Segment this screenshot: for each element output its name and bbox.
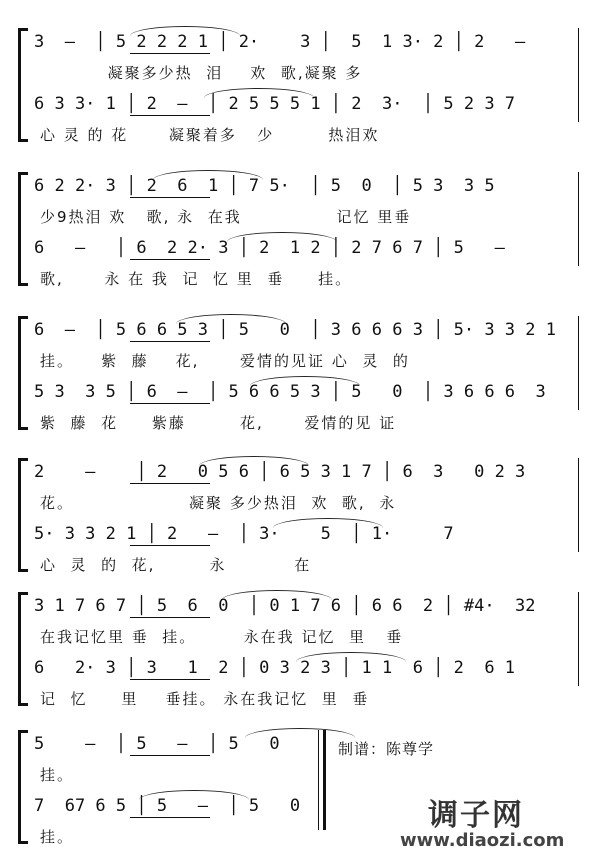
slur-arc: [204, 88, 314, 98]
score-system: [0, 458, 595, 582]
system-brace-hook: [18, 592, 28, 595]
system-end-barline: [578, 592, 579, 686]
site-logo-name: 调子网: [428, 798, 524, 833]
beam-underline: [130, 817, 210, 818]
system-brace-hook: [18, 458, 28, 461]
slur-arc: [176, 314, 286, 324]
score-system: [0, 316, 595, 440]
notation-line: 6 3 3· 1 │ 2 – │ 2 5 5 5 1 │ 2 3· │ 5 2 3 7: [34, 94, 516, 114]
system-brace: [18, 316, 21, 430]
system-brace-hook: [18, 569, 28, 572]
lyric-line: 挂。 紫 藤 花, 爱情的见证 心 灵 的: [40, 352, 410, 370]
system-brace-hook: [18, 172, 28, 175]
system-brace-hook: [18, 703, 28, 706]
notation-line: 5 – │ 5 – │ 5 0: [34, 734, 280, 754]
slur-arc: [273, 518, 383, 528]
notation-line: 6 – │ 6 2 2· 3 │ 2 1 2 │ 2 7 6 7 │ 5 –: [34, 238, 505, 258]
notation-line: 7 67 6 5 │ 5 – │ 5 0: [34, 796, 301, 816]
beam-underline: [130, 545, 210, 546]
slur-arc: [296, 652, 406, 662]
notation-line: 6 – │ 5 6 6 5 3 │ 5 0 │ 3 6 6 6 3 │ 5· 3 3 2 1: [34, 320, 556, 340]
score-system: [0, 28, 595, 152]
system-brace: [18, 592, 21, 706]
system-end-barline: [578, 172, 579, 266]
beam-underline: [130, 403, 210, 404]
beam-underline: [130, 53, 210, 54]
site-logo-url: www.diaozi.com: [400, 830, 565, 851]
score-system: [0, 592, 595, 716]
lyric-line: 歌, 永 在 我 记 忆 里 垂 挂。: [40, 270, 353, 288]
system-brace: [18, 458, 21, 572]
lyric-line: 在我记忆里 垂 挂。 永在我 记忆 里 垂: [40, 628, 404, 646]
lyric-line: 挂。: [40, 766, 75, 784]
system-brace: [18, 730, 21, 844]
system-end-barline: [578, 458, 579, 552]
slur-arc: [153, 170, 263, 180]
final-barline-thick: [323, 730, 326, 830]
beam-underline: [130, 679, 210, 680]
lyric-line: 花。 凝聚 多少热泪 欢 歌, 永: [40, 494, 397, 512]
system-brace-hook: [18, 316, 28, 319]
system-end-barline: [578, 28, 579, 122]
beam-underline: [130, 617, 210, 618]
lyric-line: 心 灵 的 花, 永 在: [40, 556, 312, 574]
slur-arc: [222, 590, 332, 600]
notation-line: 6 2· 3 │ 3 1 2 │ 0 3 2 3 │ 1 1 6 │ 2 6 1: [34, 658, 516, 678]
beam-underline: [130, 483, 210, 484]
notation-line: 3 1 7 6 7 │ 5 6 0 │ 0 1 7 6 │ 6 6 2 │ #4· 32: [34, 596, 536, 616]
lyric-line: 少9热泪 欢 歌, 永 在我 记忆 里垂: [40, 208, 412, 226]
beam-underline: [130, 341, 210, 342]
slur-arc: [227, 232, 337, 242]
beam-underline: [130, 259, 210, 260]
slur-arc: [199, 456, 309, 466]
system-brace: [18, 172, 21, 286]
system-brace-hook: [18, 730, 28, 733]
notation-line: 5 3 3 5 │ 6 – │ 5 6 6 5 3 │ 5 0 │ 3 6 6 6 3: [34, 382, 546, 402]
beam-underline: [130, 115, 210, 116]
lyric-line: 挂。: [40, 828, 75, 846]
lyric-line: 凝聚多少热 泪 欢 歌,凝聚 多: [40, 64, 363, 82]
notation-line: 6 2 2· 3 │ 2 6 1 │ 7 5· │ 5 0 │ 5 3 3 5: [34, 176, 495, 196]
notation-line: 2 – │ 2 0 5 6 │ 6 5 3 1 7 │ 6 3 0 2 3: [34, 462, 526, 482]
slur-arc: [139, 790, 249, 800]
beam-underline: [130, 197, 210, 198]
beam-underline: [130, 755, 210, 756]
system-brace-hook: [18, 427, 28, 430]
notation-line: 5· 3 3 2 1 │ 2 – │ 3· 5 │ 1· 7: [34, 524, 454, 544]
credit-label: 制谱：陈尊学: [338, 740, 435, 758]
system-brace-hook: [18, 28, 28, 31]
lyric-line: 心 灵 的 花 凝聚着多 少 热泪欢: [40, 126, 380, 144]
system-brace: [18, 28, 21, 142]
final-barline-thin: [318, 730, 319, 830]
lyric-line: 记 忆 里 垂挂。 永在我记忆 里 垂: [40, 690, 370, 708]
system-end-barline: [578, 316, 579, 410]
system-brace-hook: [18, 841, 28, 844]
slur-arc: [250, 376, 360, 386]
lyric-line: 紫 藤 花 紫藤 花, 爱情的见 证: [40, 414, 397, 432]
system-brace-hook: [18, 139, 28, 142]
slur-arc: [130, 26, 240, 36]
notation-line: 3 – │ 5 2 2 2 1 │ 2· 3 │ 5 1 3· 2 │ 2 –: [34, 32, 526, 52]
score-system: [0, 172, 595, 296]
slur-arc: [245, 728, 355, 738]
system-brace-hook: [18, 283, 28, 286]
